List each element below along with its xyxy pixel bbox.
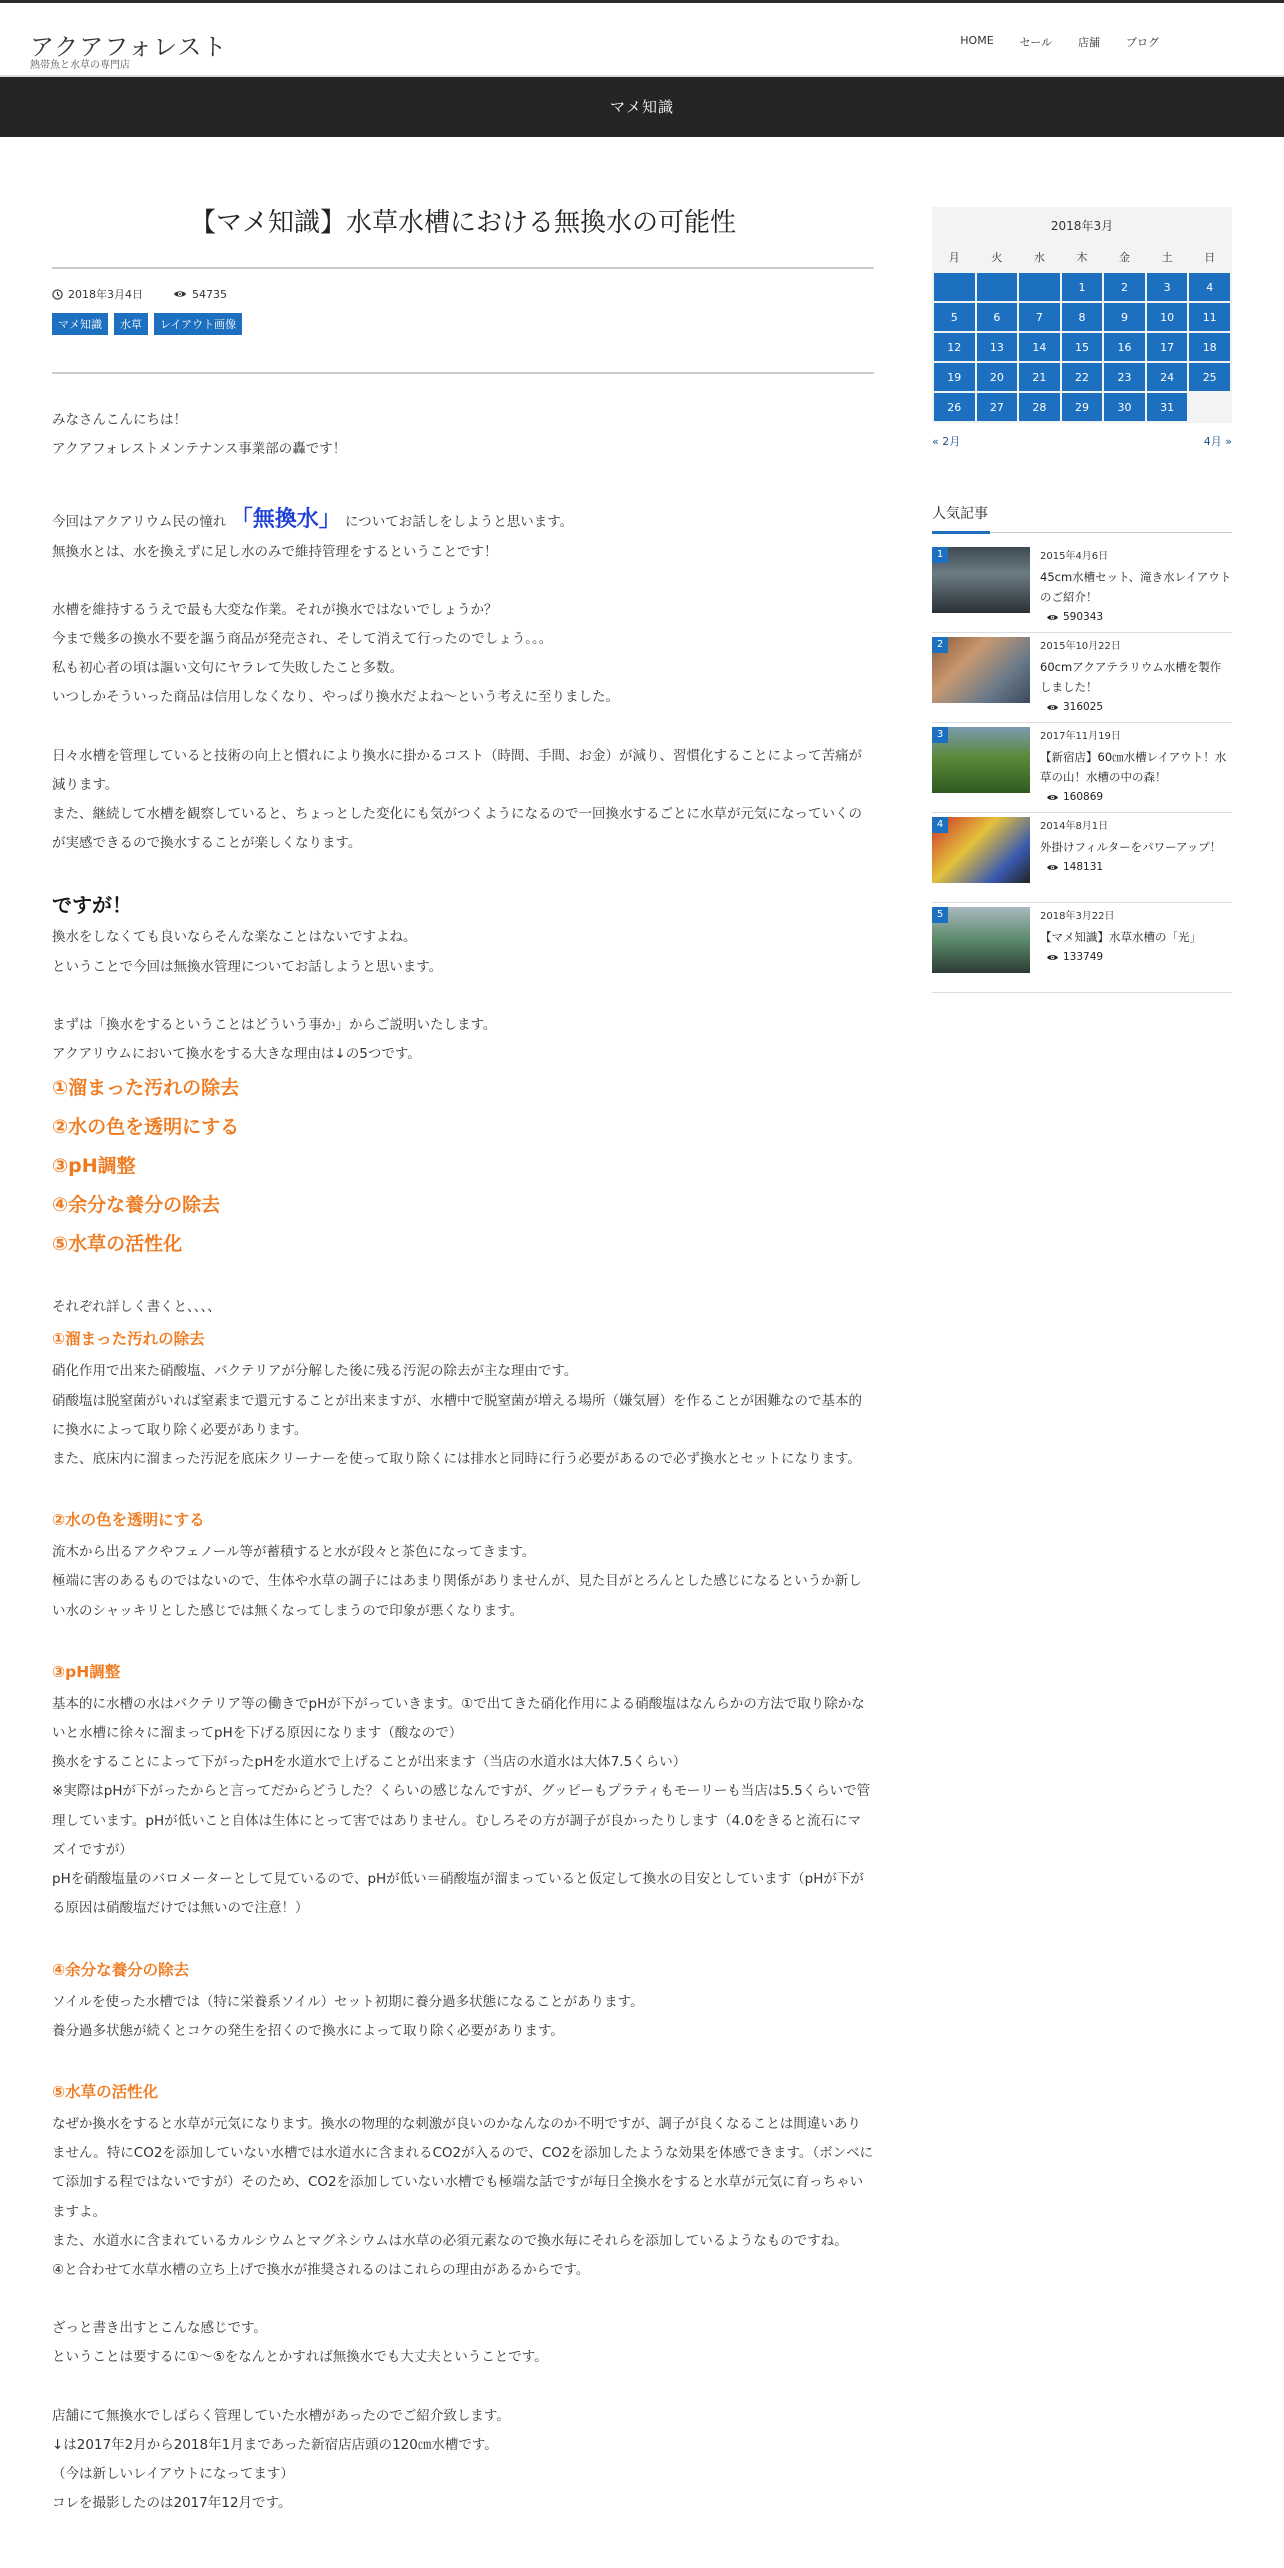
paragraph: 硝酸塩は脱窒菌がいれば窒素まで還元することが出来ますが、水槽中で脱窒菌が増える場所（嫌気層）を作ることが困難なので基本的に換水によって取り除く必要があります。 — [52, 1392, 862, 1438]
paragraph: また、底床内に溜まった汚泥を底床クリーナーを使って取り除くには排水と同時に行う必要があるので必ず換水とセットになります。 — [52, 1451, 861, 1468]
popular-post-title[interactable]: 外掛けフィルターをパワーアップ！ — [1040, 840, 1222, 854]
calendar-day[interactable]: 4 — [1189, 273, 1230, 301]
site-header — [0, 3, 1284, 77]
divider — [52, 267, 874, 269]
paragraph: ④と合わせて水草水槽の立ち上げで換水が推奨されるのはこれらの理由があるからです。 — [52, 2261, 590, 2278]
popular-post-item[interactable] — [932, 815, 1232, 903]
calendar-day[interactable]: 12 — [934, 333, 975, 361]
popular-post-views — [1040, 787, 1232, 807]
paragraph: みなさんこんにちは！ — [52, 412, 187, 428]
post-tags — [52, 313, 874, 335]
sidebar — [932, 207, 1232, 993]
paragraph: 流木から出るアクやフェノール等が蓄積すると水が段々と茶色になってきます。 — [52, 1544, 536, 1561]
rank-badge: 3 — [932, 727, 948, 743]
popular-post-views — [1040, 947, 1201, 967]
popular-post-info — [1040, 637, 1232, 722]
calendar-day[interactable]: 15 — [1062, 333, 1103, 361]
weekday-header: 日 — [1189, 243, 1230, 271]
eye-icon — [1046, 953, 1059, 962]
popular-post-title[interactable]: 【新宿店】60㎝水槽レイアウト！水草の山！水槽の中の森！ — [1040, 750, 1227, 784]
calendar-day[interactable]: 13 — [977, 333, 1018, 361]
calendar-day[interactable]: 26 — [934, 393, 975, 421]
intro-text-a: 今回はアクアリウム民の憧れ — [52, 514, 227, 531]
popular-post-item[interactable] — [932, 725, 1232, 813]
mukansui-highlight: 「無換水」 — [230, 507, 341, 533]
main-article — [52, 199, 874, 2518]
reason-list-item: ④余分な養分の除去 — [52, 1194, 221, 1217]
popular-post-info — [1040, 817, 1221, 902]
calendar-day[interactable]: 27 — [977, 393, 1018, 421]
views-count: 148131 — [1063, 861, 1104, 873]
paragraph: 日々水槽を管理していると技術の向上と慣れにより換水に掛かるコスト（時間、手間、お金）が減り、習慣化することによって苦痛が減ります。 — [52, 747, 862, 793]
popular-post-item[interactable] — [932, 545, 1232, 633]
calendar-day[interactable]: 19 — [934, 363, 975, 391]
calendar-nav — [932, 433, 1232, 449]
views-count: 590343 — [1063, 611, 1104, 623]
paragraph: 無換水とは、水を換えずに足し水のみで維持管理をするということです！ — [52, 543, 498, 560]
calendar-day[interactable]: 10 — [1147, 303, 1188, 331]
popular-post-info — [1040, 907, 1201, 992]
popular-post-info — [1040, 727, 1232, 812]
paragraph: アクアリウムにおいて換水をする大きな理由は↓の5つです。 — [52, 1046, 421, 1063]
paragraph: 硝化作用で出来た硝酸塩、バクテリアが分解した後に残る汚泥の除去が主な理由です。 — [52, 1363, 578, 1380]
section-heading-2: ②水の色を透明にする — [52, 1511, 205, 1530]
calendar-day[interactable]: 20 — [977, 363, 1018, 391]
popular-post-views — [1040, 697, 1232, 717]
post-thumbnail[interactable] — [932, 547, 1030, 613]
paragraph: 換水をしなくても良いならそんな楽なことはないですよね。 — [52, 929, 417, 946]
post-views — [173, 288, 227, 301]
calendar-day[interactable]: 16 — [1104, 333, 1145, 361]
rank-badge: 1 — [932, 547, 948, 563]
calendar-day[interactable]: 2 — [1104, 273, 1145, 301]
paragraph: 店舗にて無換水でしばらく管理していた水槽があったのでご紹介致します。 — [52, 2407, 510, 2424]
popular-post-date: 2015年4月6日 — [1040, 551, 1109, 562]
intro-line — [52, 505, 874, 537]
paragraph: 換水をすることによって下がったpHを水道水で上げることが出来ます（当店の水道水は大体7.5くらい） — [52, 1754, 687, 1771]
calendar-day[interactable]: 29 — [1062, 393, 1103, 421]
views-count: 316025 — [1063, 701, 1104, 713]
calendar-table — [932, 241, 1232, 423]
popular-post-title[interactable]: 60cmアクアテラリウム水槽を製作しました！ — [1040, 660, 1222, 694]
paragraph: それぞれ詳しく書くと、、、、 — [52, 1299, 221, 1316]
paragraph: （今は新しいレイアウトになってます） — [52, 2465, 294, 2482]
nav-home[interactable]: HOME — [960, 34, 994, 47]
nav-blog[interactable]: ブログ — [1126, 36, 1159, 49]
calendar-day[interactable]: 31 — [1147, 393, 1188, 421]
weekday-header: 土 — [1147, 243, 1188, 271]
rank-badge: 4 — [932, 817, 948, 833]
paragraph: 水槽を維持するうえで最も大変な作業。それが換水ではないでしょうか？ — [52, 601, 498, 618]
popular-post-info — [1040, 547, 1232, 632]
paragraph: また、水道水に含まれているカルシウムとマグネシウムは水草の必須元素なので換水毎にそれらを添加しているようなものですね。 — [52, 2232, 848, 2249]
paragraph: 基本的に水槽の水はバクテリア等の働きでpHが下がっていきます。①で出てきた硝化作用による硝酸塩はなんらかの方法で取り除かないと水槽に徐々に溜まってpHを下げる原因になります（酸なので） — [52, 1695, 865, 1742]
post-thumbnail[interactable] — [932, 817, 1030, 883]
rank-badge: 5 — [932, 907, 948, 923]
post-thumbnail[interactable] — [932, 727, 1030, 793]
calendar-day[interactable]: 25 — [1189, 363, 1230, 391]
paragraph: pHを硝酸塩量のバロメーターとして見ているので、pHが低い＝硝酸塩が溜まっていると仮定して換水の目安としています（pHが下がる原因は硝酸塩だけでは無いので注意！） — [52, 1871, 864, 1917]
paragraph: 養分過多状態が続くとコケの発生を招くので換水によって取り除く必要があります。 — [52, 2022, 564, 2039]
paragraph: ※実際はpHが下がったからと言ってだからどうした？くらいの感じなんですが、グッピーもプラティもモーリーも当店は5.5くらいで管理しています。pHが低いこと自体は生体にとって害ではありません。むしろその方が調子が良かったりします（4.0をきると流石にマズイですが） — [52, 1783, 871, 1858]
calendar-day[interactable]: 6 — [977, 303, 1018, 331]
weekday-header: 金 — [1104, 243, 1145, 271]
calendar-day — [1019, 273, 1060, 301]
weekday-header: 水 — [1019, 243, 1060, 271]
reason-list-item: ③pH調整 — [52, 1155, 136, 1178]
popular-post-item[interactable] — [932, 635, 1232, 723]
clock-icon — [52, 289, 63, 300]
calendar-day[interactable]: 17 — [1147, 333, 1188, 361]
post-date — [52, 286, 143, 302]
views-count: 133749 — [1063, 951, 1104, 963]
paragraph: ざっと書き出すとこんな感じです。 — [52, 2320, 267, 2337]
popular-post-views — [1040, 607, 1232, 627]
divider — [52, 372, 874, 374]
views-count: 160869 — [1063, 791, 1104, 803]
popular-posts-list — [932, 545, 1232, 993]
paragraph: コレを撮影したのは2017年12月です。 — [52, 2495, 292, 2512]
calendar-next-link[interactable]: 4月 » — [1203, 435, 1232, 448]
rank-badge: 2 — [932, 637, 948, 653]
weekday-header: 月 — [934, 243, 975, 271]
calendar-day[interactable]: 3 — [1147, 273, 1188, 301]
calendar-day[interactable]: 18 — [1189, 333, 1230, 361]
post-date-text: 2018年3月4日 — [68, 288, 143, 301]
paragraph: 私も初心者の頃は謳い文句にヤラレて失敗したこと多数。 — [52, 660, 403, 677]
section-heading-3: ③pH調整 — [52, 1662, 121, 1681]
calendar-day[interactable]: 23 — [1104, 363, 1145, 391]
weekday-header: 火 — [977, 243, 1018, 271]
paragraph: まずは「換水をするということはどういう事か」からご説明いたします。 — [52, 1016, 497, 1033]
tag-mame[interactable]: マメ知識 — [52, 313, 108, 335]
eye-icon — [173, 289, 187, 299]
calendar-caption: 2018年3月 — [1050, 219, 1114, 233]
popular-post-title[interactable]: 45cm水槽セット、滝き水レイアウトのご紹介！ — [1040, 570, 1232, 604]
calendar-day[interactable]: 1 — [1062, 273, 1103, 301]
paragraph: ということで今回は無換水管理についてお話しようと思います。 — [52, 958, 443, 975]
post-meta — [52, 286, 874, 302]
desuga-heading: ですが！ — [52, 893, 132, 918]
section-heading-4: ④余分な養分の除去 — [52, 1960, 190, 1979]
section-heading-5: ⑤水草の活性化 — [52, 2082, 159, 2101]
calendar-day[interactable]: 24 — [1147, 363, 1188, 391]
paragraph: ↓は2017年2月から2018年1月まであった新宿店店頭の120㎝水槽です。 — [52, 2436, 498, 2453]
popular-posts-title: 人気記事 — [932, 503, 1232, 533]
calendar-day[interactable]: 11 — [1189, 303, 1230, 331]
popular-post-date: 2015年10月22日 — [1040, 641, 1121, 652]
popular-post-date: 2014年8月1日 — [1040, 821, 1109, 832]
paragraph: なぜか換水をすると水草が元気になります。換水の物理的な刺激が良いのかなんなのか不明ですが、調子が良くなることは間違いありません。特にCO2を添加していない水槽では水道水に含まれるCO2が入るので、CO2を添加したような効果を体感できます。（ボンベにて添加する程ではないですが）そのため、CO2を添加していない水槽でも極端な話ですが毎日全換水をすると水草が元気に育っちゃいますよ。 — [52, 2115, 874, 2220]
section-heading-1: ①溜まった汚れの除去 — [52, 1330, 205, 1349]
eye-icon — [1046, 863, 1059, 872]
post-thumbnail[interactable] — [932, 637, 1030, 703]
eye-icon — [1046, 613, 1059, 622]
paragraph: また、継続して水槽を観察していると、ちょっとした変化にも気がつくようになるので一回換水するごとに水草が元気になっていくのが実感できるので換水することが楽しくなります。 — [52, 806, 862, 852]
post-title: 【マメ知識】水草水槽における無換水の可能性 — [189, 208, 736, 238]
popular-post-views — [1040, 857, 1221, 877]
reason-list-item: ②水の色を透明にする — [52, 1116, 240, 1139]
paragraph: 極端に害のあるものではないので、生体や水草の調子にはあまり関係がありませんが、見た目がとろんとした感じになるというか新しい水のシャッキリとした感じでは無くなってしまうので印象が悪くなります。 — [52, 1573, 862, 1619]
calendar-day[interactable]: 14 — [1019, 333, 1060, 361]
calendar-day — [977, 273, 1018, 301]
calendar-day — [934, 273, 975, 301]
paragraph: アクアフォレストメンテナンス事業部の轟です！ — [52, 441, 347, 458]
calendar-day[interactable]: 28 — [1019, 393, 1060, 421]
post-views-text: 54735 — [192, 287, 227, 301]
calendar-day[interactable]: 9 — [1104, 303, 1145, 331]
nav-shop[interactable]: 店舗 — [1078, 36, 1100, 49]
paragraph: ということは要するに①～⑤をなんとかすれば無換水でも大丈夫ということです。 — [52, 2349, 548, 2366]
popular-post-date: 2018年3月22日 — [1040, 911, 1115, 922]
global-nav — [960, 34, 1159, 50]
calendar-prev-link[interactable]: « 2月 — [932, 435, 961, 448]
intro-text-b: についてお話しをしようと思います。 — [345, 514, 574, 531]
tag-layout[interactable]: レイアウト画像 — [154, 313, 242, 335]
calendar-day[interactable]: 7 — [1019, 303, 1060, 331]
calendar-day[interactable]: 8 — [1062, 303, 1103, 331]
weekday-header: 木 — [1062, 243, 1103, 271]
post-thumbnail[interactable] — [932, 907, 1030, 973]
paragraph: 今まで幾多の換水不要を謳う商品が発売され、そして消えて行ったのでしょう。。。 — [52, 631, 553, 648]
paragraph: ソイルを使った水槽では（特に栄養系ソイル）セット初期に養分過多状態になることがあります。 — [52, 1993, 644, 2010]
eye-icon — [1046, 793, 1059, 802]
tag-mizukusa[interactable]: 水草 — [114, 313, 148, 335]
nav-sale[interactable]: セール — [1019, 36, 1052, 49]
calendar-day[interactable]: 5 — [934, 303, 975, 331]
calendar-day[interactable]: 22 — [1062, 363, 1103, 391]
site-description: 熱帯魚と水草の専門店 — [30, 60, 130, 71]
paragraph: いつしかそういった商品は信用しなくなり、やっぱり換水だよね～という考えに至りました。 — [52, 689, 619, 706]
post-body — [52, 406, 874, 2518]
calendar-day[interactable]: 30 — [1104, 393, 1145, 421]
reason-list-item: ⑤水草の活性化 — [52, 1233, 183, 1256]
popular-post-date: 2017年11月19日 — [1040, 731, 1121, 742]
popular-post-item[interactable] — [932, 905, 1232, 993]
calendar-day[interactable]: 21 — [1019, 363, 1060, 391]
reason-list-item: ①溜まった汚れの除去 — [52, 1077, 240, 1100]
category-banner: マメ知識 — [0, 77, 1284, 137]
eye-icon — [1046, 703, 1059, 712]
site-title[interactable]: アクアフォレスト — [30, 33, 228, 61]
popular-post-title[interactable]: 【マメ知識】水草水槽の「光」 — [1040, 930, 1201, 944]
calendar-day — [1189, 393, 1230, 421]
calendar-widget — [932, 207, 1232, 423]
